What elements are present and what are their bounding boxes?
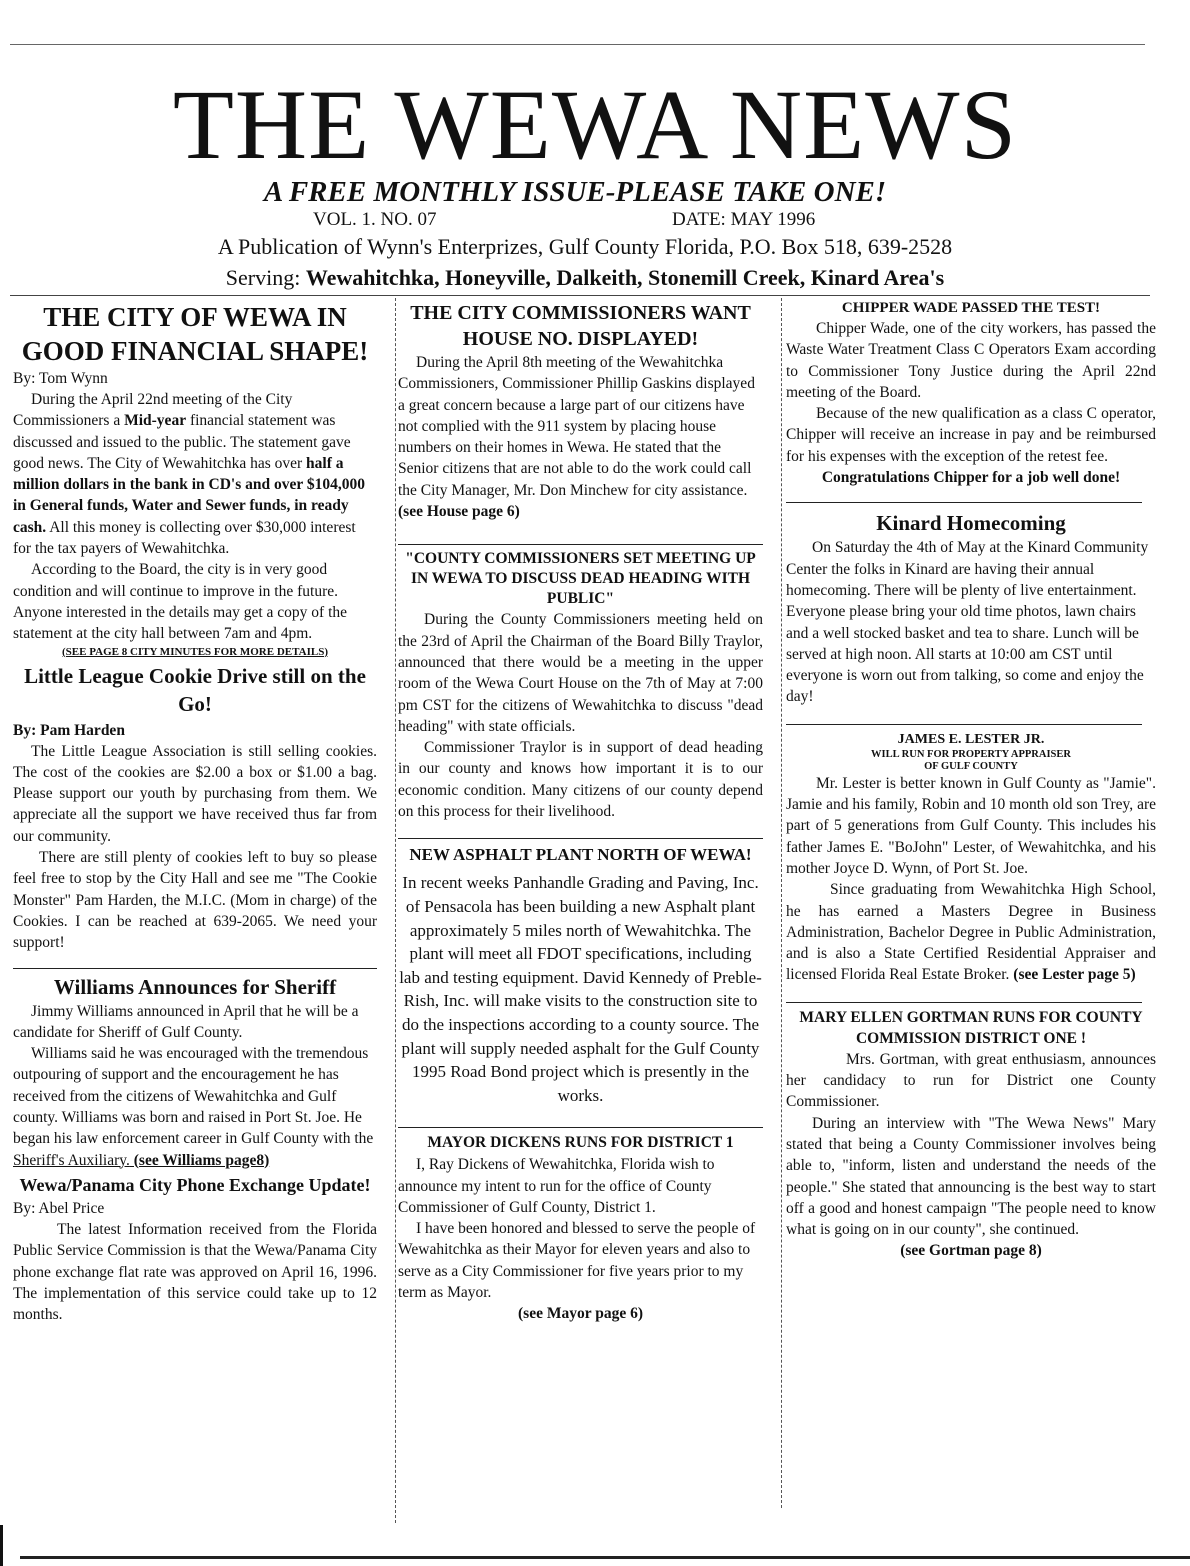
top-rule (10, 44, 1145, 45)
article-gortman-p1: Mrs. Gortman, with great enthusiasm, announces her candidacy to run for District one County Commissioner. (786, 1050, 1156, 1111)
see-lester-link: (see Lester page 5) (1009, 966, 1136, 984)
rule-sheriff (13, 968, 377, 969)
article-city-finance-p2: According to the Board, the city is in very good condition and will continue to improve in the future. Anyone interested in the details may get a copy of the statement at the city hall between 7am and 4pm. (13, 561, 348, 643)
headline-dead-heading: "COUNTY COMMISSIONERS SET MEETING UP IN WEWA TO DISCUSS DEAD HEADING WITH PUBLIC" (405, 550, 756, 608)
rule-asphalt (398, 838, 763, 839)
article-sheriff-p2: Williams said he was encouraged with the tremendous outpouring of support and the encouragement he has received from the citizens of Wewahitchka and Gulf county. Williams was born and raised in Port St. Joe. He began his law enforcement career in Gulf County with the Sheriff's Auxiliary. (see Williams page8) (13, 1045, 374, 1169)
byline-tom-wynn: By: Tom Wynn (13, 370, 108, 387)
issue-date: DATE: MAY 1996 (672, 209, 816, 230)
rule-dead-heading (398, 544, 763, 545)
rule-mayor (398, 1127, 763, 1128)
masthead-title: THE WEWA NEWS (172, 69, 1018, 180)
article-gortman-p2: During an interview with "The Wewa News" Mary stated that being a County Commissioner involves being able to, "inform, listen and understand the needs of the people." She stated that announcing is the best way to start off a good and honest campaign "The people need to know what is going on in our county", she continued. (786, 1114, 1156, 1239)
article-cookie-p1: The Little League Association is still selling cookies. The cost of the cookies are $2.00 a box or $1.00 a bag. Please support our youth by purchasing from them. We appreciate all the support we have received thus far from our community. (13, 742, 377, 845)
article-city-finance-p1: During the April 22nd meeting of the City Commissioners a Mid-year financial statement was discussed and issued to the public. The statement gave good news. The City of Wewahitchka has over half a million dollars in the bank in CD's and over $104,000 in General funds, Water and Sewer funds, in ready cash. All this money is collecting over $30,000 interest for the tax payers of Wewahitchka. (13, 391, 365, 558)
subhead-lester-1: WILL RUN FOR PROPERTY APPRAISER (871, 748, 1071, 760)
headline-phone-exchange: Wewa/Panama City Phone Exchange Update! (19, 1174, 371, 1195)
headline-sheriff: Williams Announces for Sheriff (53, 974, 337, 999)
serving-label: Serving: (225, 265, 301, 290)
serving-line (0, 264, 1170, 292)
article-lester-p1: Mr. Lester is better known in Gulf County as "Jamie". Jamie and his family, Robin and 10 month old son Trey, are part of 5 generations from Gulf County. This includes his father James E. "BoJohn" Lester, of Wewahitchka, and his mother Joyce D. Wynn, of Port St. Joe. (786, 774, 1156, 877)
article-sheriff-p1: Jimmy Williams announced in April that he will be a candidate for Sheriff of Gulf County. (13, 1002, 359, 1041)
article-kinard-p1: On Saturday the 4th of May at the Kinard Community Center the folks in Kinard are having their annual homecoming. There will be plenty of live entertainment. Everyone please bring your old time photos, lawn chairs and a well stocked basket and tea to share. Lunch will be served at high noon. All starts at 10:00 am CST until everyone is worn out from talking, so come and enjoy the day! (786, 539, 1149, 706)
article-chipper-p2: Because of the new qualification as a class C operator, Chipper will receive an increase in pay and be reimbursed for his expenses with the exception of the retest fee. (786, 405, 1156, 465)
rule-gortman (786, 1002, 1142, 1003)
article-house-p1: During the April 8th meeting of the Wewahitchka Commissioners, Commissioner Phillip Gaskins displayed a great concern because a large part of our citizens have not complied with the 911 system by placing house numbers on their homes in Wewa. He stated that the Senior citizens that are not able to do the work could call the City Manager, Mr. Don Minchew for city assistance. (see House page 6) (398, 354, 755, 521)
headline-cookie-drive: Little League Cookie Drive still on the Go! (24, 663, 366, 716)
article-mayor-p2: I have been honored and blessed to serve the people of Wewahitchka as their Mayor for eleven years and also to serve as a City Commissioner for five years prior to my term as Mayor. (398, 1220, 756, 1302)
column-1 (13, 300, 377, 1325)
rule-kinard (786, 502, 1142, 503)
byline-pam-harden: By: Pam Harden (13, 721, 125, 739)
column-3 (786, 298, 1156, 1262)
headline-lester: JAMES E. LESTER JR. (897, 731, 1045, 747)
headline-kinard: Kinard Homecoming (876, 511, 1066, 536)
article-asphalt-p1: In recent weeks Panhandle Grading and Paving, Inc. of Pensacola has been building a new Asphalt plant approximately 5 miles north of Wewahitchka. The plant will meet all FDOT specifications, including lab and testing equipment. David Kennedy of Preble-Rish, Inc. will make visits to the construction site to do the inspections according to a county source. The plant will supply needed asphalt for the Gulf County 1995 Road Bond project which is presently in the works. (399, 873, 762, 1105)
byline-abel-price: By: Abel Price (13, 1199, 105, 1217)
see-house-link: (see House page 6) (398, 503, 520, 521)
headline-mayor: MAYOR DICKENS RUNS FOR DISTRICT 1 (427, 1134, 734, 1152)
see-mayor-link: (see Mayor page 6) (518, 1305, 643, 1323)
article-dead-heading-p1: During the County Commissioners meeting held on the 23rd of April the Chairman of the Board Billy Traylor, announced that there would be a meeting in the upper room of the Wewa Court House on the 7th of May at 7:00 pm CST for the citizens of Wewahitchka to discuss "dead heading" with state officials. (398, 611, 763, 735)
headline-chipper: CHIPPER WADE PASSED THE TEST! (841, 300, 1101, 316)
header-rule (10, 295, 1150, 296)
article-lester-p2: Since graduating from Wewahitchka High School, he has earned a Masters Degree in Business Administration, Bachelor Degree in Public Administration, and is also a State Certified Residential Appraiser and licensed Florida Real Estate Broker. (see Lester page 5) (786, 881, 1156, 984)
see-williams-link: (see Williams page8) (129, 1151, 270, 1169)
article-mayor-p1: I, Ray Dickens of Wewahitchka, Florida wish to announce my intent to run for the office of County Commissioner of Gulf County, District 1. (398, 1156, 715, 1216)
see-gortman-link: (see Gortman page 8) (900, 1242, 1042, 1260)
volume-number: VOL. 1. NO. 07 (313, 209, 437, 230)
publication-line: A Publication of Wynn's Enterprizes, Gulf County Florida, P.O. Box 518, 639-2528 (217, 234, 953, 259)
tagline: A FREE MONTHLY ISSUE-PLEASE TAKE ONE! (263, 176, 887, 208)
article-dead-heading-p2: Commissioner Traylor is in support of dead heading in our county and knows how important it is to our economic condition. Many citizens of our county depend on this process for their livelihood. (398, 739, 763, 821)
column-divider-2 (781, 298, 782, 1508)
headline-city-finance: THE CITY OF WEWA IN GOOD FINANCIAL SHAPE! (21, 302, 369, 366)
headline-gortman: MARY ELLEN GORTMAN RUNS FOR COUNTY COMMISSION DISTRICT ONE ! (799, 1008, 1143, 1047)
article-cookie-p2: There are still plenty of cookies left to buy so please feel free to stop by the City Hall and see me "The Cookie Monster" Pam Harden, the M.I.C. (Mom in charge) of the Cookies. I can be reached at 639-2065. We need your support! (13, 849, 377, 952)
city-minutes-note: (SEE PAGE 8 CITY MINUTES FOR MORE DETAILS) (62, 645, 328, 658)
serving-areas: Wewahitchka, Honeyville, Dalkeith, Stonemill Creek, Kinard Area's (305, 265, 945, 290)
rule-lester (786, 724, 1142, 725)
article-chipper-p1: Chipper Wade, one of the city workers, has passed the Waste Water Treatment Class C Operators Exam according to Commissioner Tony Justice during the April 22nd meeting of the Board. (786, 320, 1156, 401)
bottom-rule (20, 1556, 1190, 1559)
article-phone-p1: The latest Information received from the Florida Public Service Commission is that the Wewa/Panama City phone exchange flat rate was approved on April 16, 1996. The implementation of this service could take up to 12 months. (13, 1220, 377, 1324)
column-divider-1 (395, 298, 396, 1523)
headline-asphalt: NEW ASPHALT PLANT NORTH OF WEWA! (409, 845, 752, 865)
headline-house-numbers: THE CITY COMMISSIONERS WANT HOUSE NO. DISPLAYED! (410, 302, 751, 350)
chipper-congrats: Congratulations Chipper for a job well done! (821, 469, 1121, 487)
subhead-lester-2: OF GULF COUNTY (924, 760, 1018, 772)
scan-edge-mark (0, 1525, 3, 1566)
column-2 (398, 300, 763, 1325)
